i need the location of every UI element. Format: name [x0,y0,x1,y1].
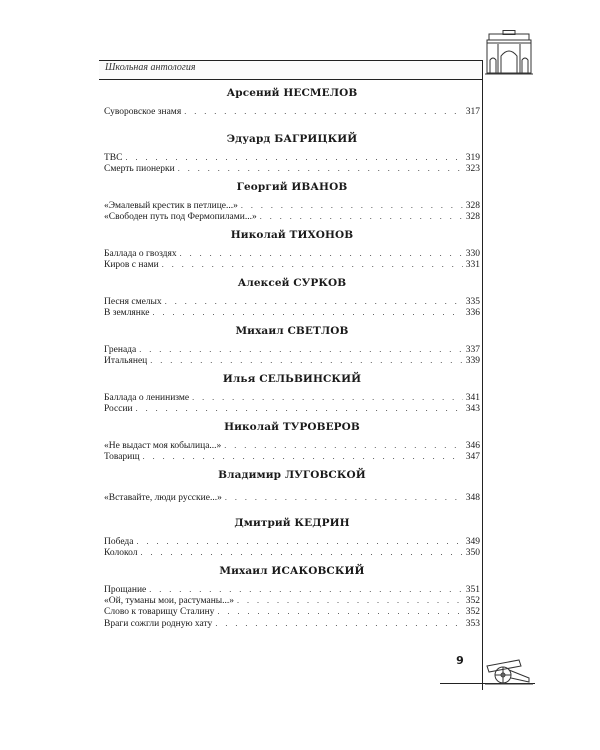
toc-entry[interactable]: Баллада о ленинизме . . . 341 [104,392,480,403]
toc-entry[interactable]: Баллада о гвоздях . . . 330 [104,248,480,259]
toc-entry[interactable]: Суворовское знамя . . . 317 [104,106,480,117]
author-heading: Илья СЕЛЬВИНСКИЙ [222,373,362,385]
author-heading: Георгий ИВАНОВ [236,181,348,193]
author-heading: Владимир ЛУГОВСКОЙ [218,469,366,481]
author-heading: Эдуард БАГРИЦКИЙ [226,133,358,145]
toc-section [104,469,480,517]
toc-entry[interactable]: ТВС . . . 319 [104,152,480,163]
page-border-line [482,60,483,690]
toc-entry[interactable]: «Вставайте, люди русские...» . . . 348 [104,492,480,503]
toc-section [104,565,480,629]
toc-entry[interactable]: Итальянец . . . 339 [104,355,480,366]
author-heading: Арсений НЕСМЕЛОВ [226,87,358,99]
page-number: 9 [456,654,464,667]
author-heading: Николай ТУРОВЕРОВ [224,421,360,433]
toc-entry[interactable]: В землянке . . . 336 [104,307,480,318]
toc-section [104,517,480,565]
toc-section [104,325,480,373]
toc-entry[interactable]: Слово к товарищу Сталину . . . 352 [104,606,480,617]
toc-section [104,133,480,181]
cannon-icon [483,648,535,688]
author-heading: Алексей СУРКОВ [237,277,347,289]
toc-entry[interactable]: Колокол . . . 350 [104,547,480,558]
toc-section [104,373,480,421]
toc-section [104,229,480,277]
author-heading: Николай ТИХОНОВ [230,229,354,241]
triumphal-arch-icon [483,30,535,76]
toc-entry[interactable]: «Свободен путь под Фермопилами...» . . . 328 [104,211,480,222]
toc-entry[interactable]: Товарищ . . . 347 [104,451,480,462]
toc-entry[interactable]: Смерть пионерки . . . 323 [104,163,480,174]
toc-section [104,85,480,133]
author-heading: Михаил ИСАКОВСКИЙ [219,565,365,577]
toc-entry[interactable]: «Не выдаст моя кобылица...» . . . 346 [104,440,480,451]
running-header-title: Школьная антология [105,62,196,73]
toc-entry[interactable]: Песня смелых . . . 335 [104,296,480,307]
toc-entry[interactable]: Киров с нами . . . 331 [104,259,480,270]
toc-entry[interactable]: «Ой, туманы мои, растуманы...» . . . 352 [104,595,480,606]
toc-entry[interactable]: Гренада . . . 337 [104,344,480,355]
toc-entry[interactable]: Прощание . . . 351 [104,584,480,595]
running-header [99,60,482,80]
toc-section [104,421,480,469]
toc-entry[interactable]: России . . . 343 [104,403,480,414]
toc-section [104,181,480,229]
author-heading: Михаил СВЕТЛОВ [235,325,349,337]
table-of-contents [104,85,480,629]
toc-entry[interactable]: Враги сожгли родную хату . . . 353 [104,618,480,629]
toc-entry[interactable]: «Эмалевый крестик в петлице...» . . . 328 [104,200,480,211]
toc-section [104,277,480,325]
author-heading: Дмитрий КЕДРИН [234,517,350,529]
toc-entry[interactable]: Победа . . . 349 [104,536,480,547]
